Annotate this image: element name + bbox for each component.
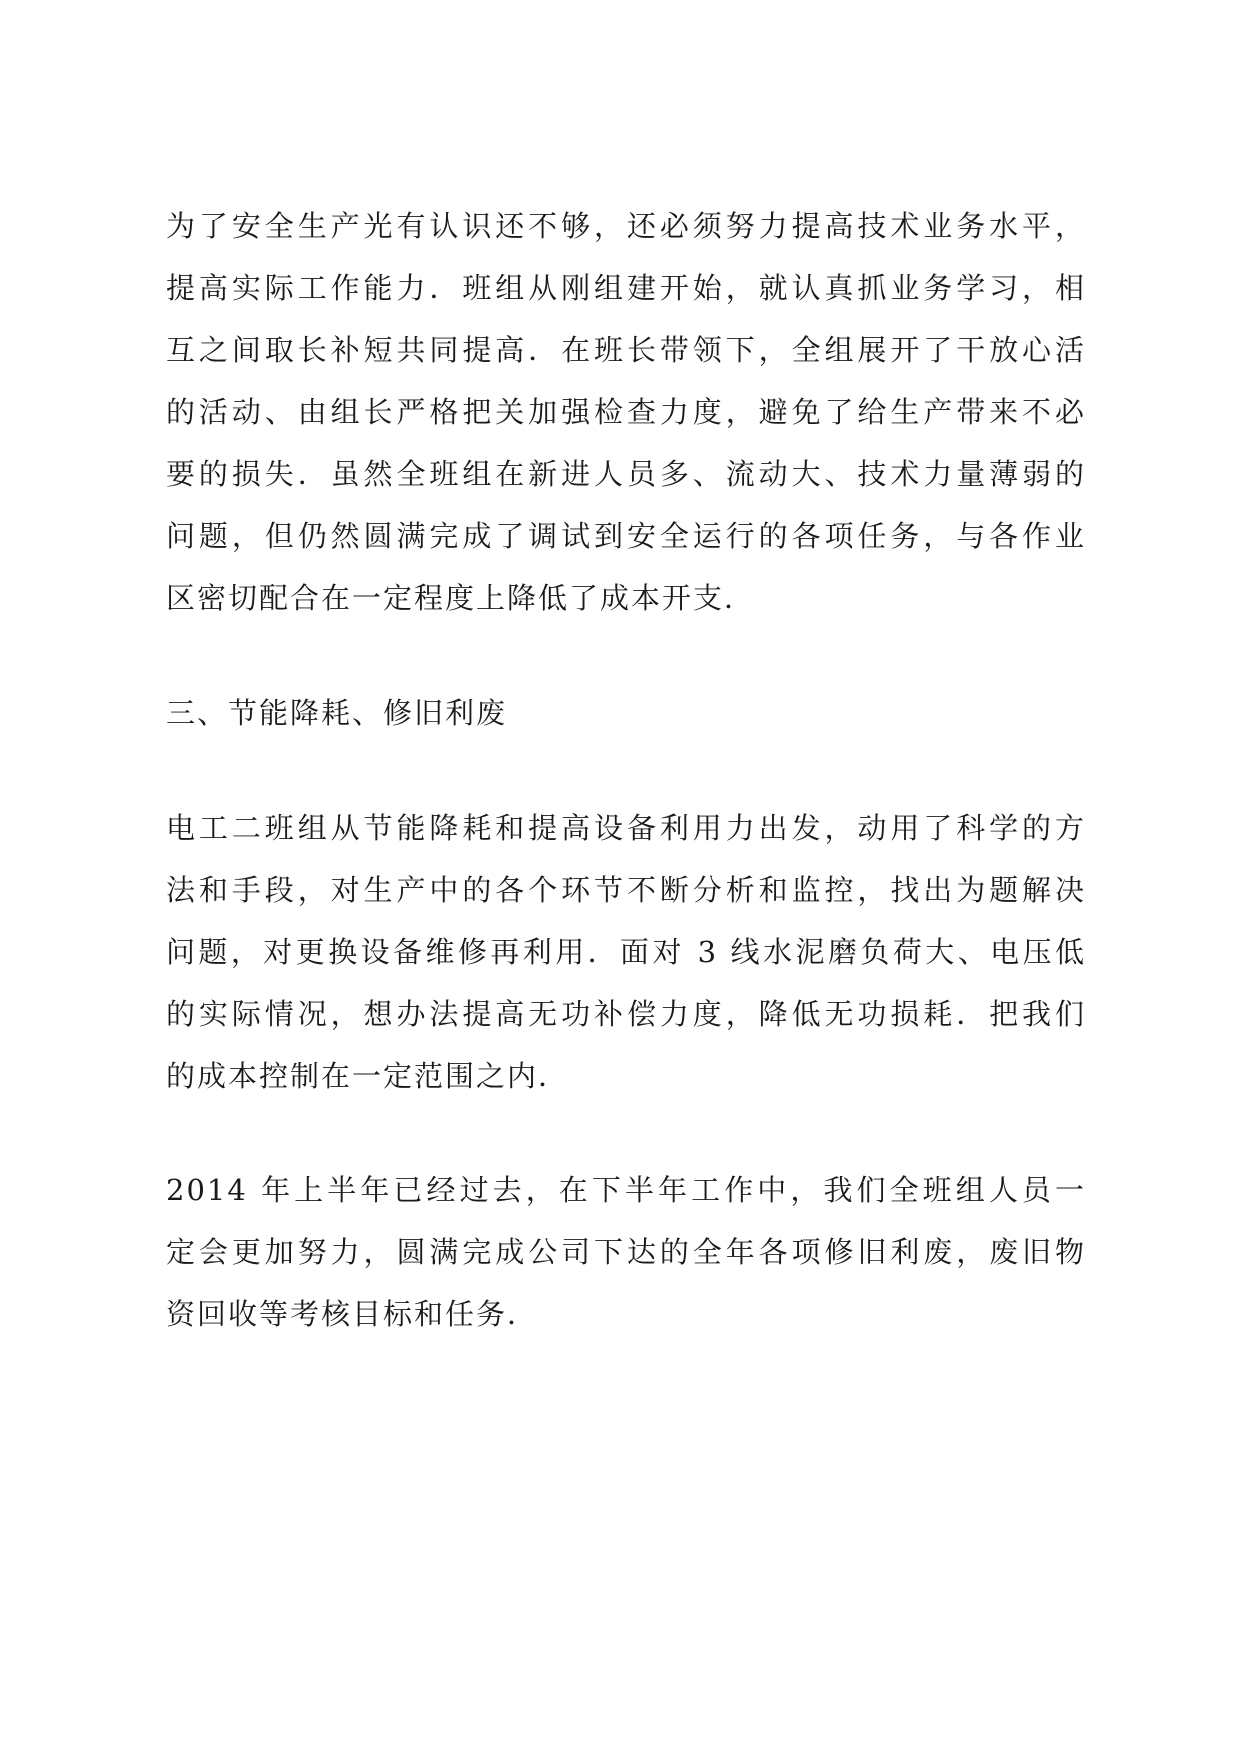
paragraph-1-line-4: 的活动、由组长严格把关加强检查力度，避免了给生产带来不必 — [166, 395, 1086, 429]
paragraph-3-line-3: 资回收等考核目标和任务． — [166, 1297, 539, 1331]
paragraph-2-line-2: 法和手段，对生产中的各个环节不断分析和监控，找出为题解决 — [166, 873, 1086, 907]
paragraph-2-line-1: 电工二班组从节能降耗和提高设备利用力出发，动用了科学的方 — [166, 811, 1086, 845]
section-heading: 三、节能降耗、修旧利废 — [166, 696, 508, 730]
paragraph-2-line-5: 的成本控制在一定范围之内． — [166, 1059, 570, 1093]
paragraph-2-line-3: 问题，对更换设备维修再利用．面对 3 线水泥磨负荷大、电压低 — [166, 935, 1086, 969]
paragraph-2-line-4: 的实际情况，想办法提高无功补偿力度，降低无功损耗．把我们 — [166, 997, 1086, 1031]
paragraph-3-line-2: 定会更加努力，圆满完成公司下达的全年各项修旧利废，废旧物 — [166, 1235, 1086, 1269]
paragraph-1-line-7: 区密切配合在一定程度上降低了成本开支． — [166, 581, 756, 615]
paragraph-1-line-3: 互之间取长补短共同提高．在班长带领下，全组展开了干放心活 — [166, 333, 1086, 367]
paragraph-1-line-2: 提高实际工作能力．班组从刚组建开始，就认真抓业务学习，相 — [166, 271, 1086, 305]
paragraph-3-line-1: 2014 年上半年已经过去，在下半年工作中，我们全班组人员一 — [166, 1173, 1086, 1207]
paragraph-1-line-6: 问题，但仍然圆满完成了调试到安全运行的各项任务，与各作业 — [166, 519, 1086, 553]
paragraph-1-line-5: 要的损失．虽然全班组在新进人员多、流动大、技术力量薄弱的 — [166, 457, 1086, 491]
paragraph-1-line-1: 为了安全生产光有认识还不够，还必须努力提高技术业务水平， — [166, 209, 1086, 243]
